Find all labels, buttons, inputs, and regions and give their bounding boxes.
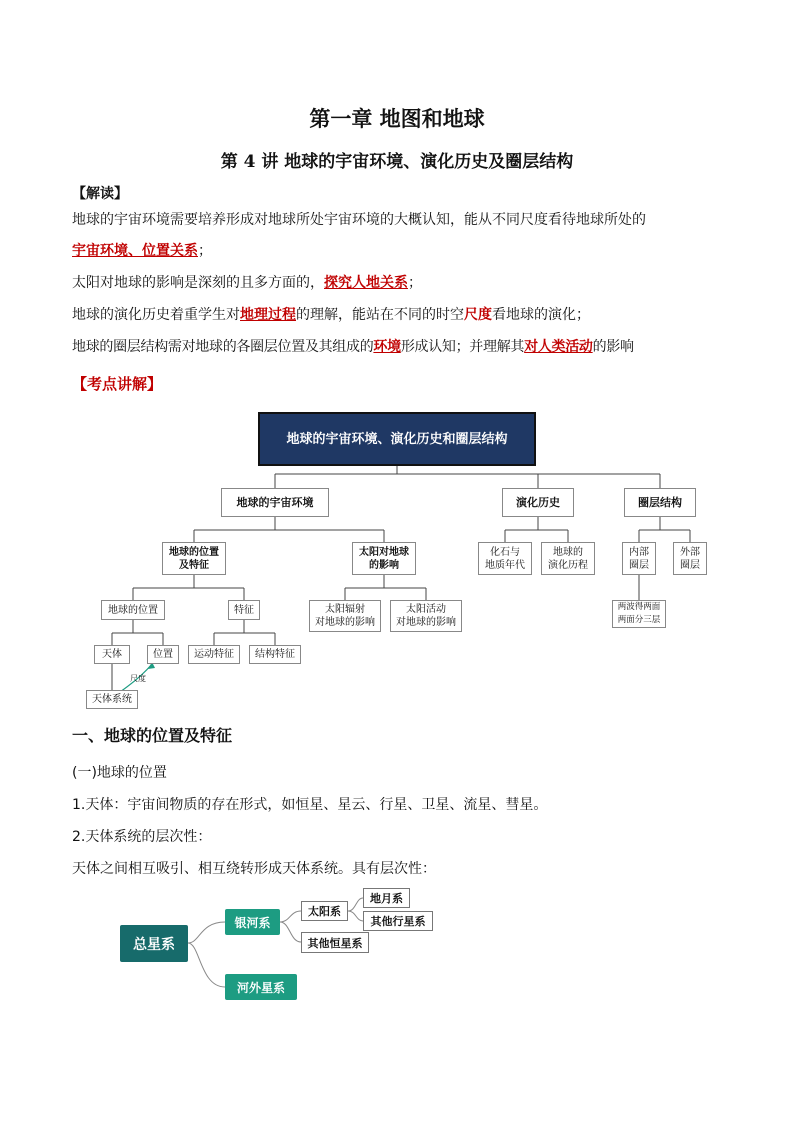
node-structure-features: 结构特征 (249, 645, 301, 664)
section-title: 一、地球的位置及特征 (72, 726, 233, 745)
node-celestial-system: 天体系统 (86, 690, 138, 709)
node-location: 位置 (147, 645, 179, 664)
node-other-planetary: 其他行星系 (363, 911, 433, 931)
node-solar-activity: 太阳活动 对地球的影响 (390, 600, 462, 632)
node-solar-system: 太阳系 (301, 901, 348, 921)
emphasis-text: 地理过程 (240, 307, 296, 323)
interp-line-1: 地球的宇宙环境需要培养形成对地球所处宇宙环境的大概认知，能从不同尺度看待地球所处的 (72, 212, 646, 228)
chapter-title: 第一章 地图和地球 (309, 106, 485, 131)
node-outer-layers: 外部 圈层 (673, 542, 707, 575)
interpretation-label: 【解读】 (72, 186, 128, 202)
node-evolution-history: 演化历史 (502, 488, 574, 517)
node-total-galaxy: 总星系 (120, 925, 188, 962)
node-other-star-systems: 其他恒星系 (301, 932, 369, 953)
emphasis-text: 尺度 (464, 307, 492, 323)
node-fossil: 化石与 地质年代 (478, 542, 532, 575)
node-sun-effect: 太阳对地球 的影响 (352, 542, 416, 575)
node-milky-way: 银河系 (225, 909, 280, 935)
node-solar-radiation: 太阳辐射 对地球的影响 (309, 600, 381, 632)
node-layer-structure: 圈层结构 (624, 488, 696, 517)
node-motion-features: 运动特征 (188, 645, 240, 664)
node-extragalactic: 河外星系 (225, 974, 297, 1000)
emphasis-text: 探究人地关系 (324, 275, 408, 291)
mindmap-root: 地球的宇宙环境、演化历史和圈层结构 (258, 412, 536, 466)
interp-line-5: 地球的圈层结构需对地球的各圈层位置及其组成的环境形成认知；并理解其对人类活动的影响 (72, 339, 634, 355)
emphasis-text: 环境 (373, 339, 401, 355)
emphasis-text: 对人类活动 (524, 339, 593, 355)
paragraph: 1.天体：宇宙间物质的存在形式，如恒星、星云、行星、卫星、流星、彗星。 (72, 797, 548, 813)
interp-line-3: 太阳对地球的影响是深刻的且多方面的，探究人地关系； (72, 275, 422, 291)
scale-label: 尺度 (130, 674, 146, 683)
node-celestial-body: 天体 (94, 645, 130, 664)
kaodian-label: 【考点讲解】 (72, 375, 163, 393)
node-inner-layers: 内部 圈层 (622, 542, 656, 575)
subsection-title: (一)地球的位置 (72, 765, 167, 781)
node-position-features: 地球的位置 及特征 (162, 542, 226, 575)
lesson-title: 第 4 讲 地球的宇宙环境、演化历史及圈层结构 (220, 152, 574, 172)
node-earth-position: 地球的位置 (101, 600, 165, 620)
interp-line-4: 地球的演化历史着重学生对地理过程的理解，能站在不同的时空尺度看地球的演化； (72, 307, 590, 323)
node-features: 特征 (228, 600, 260, 620)
emphasis-text: 宇宙环境、位置关系 (72, 243, 198, 259)
node-inner-note: 两波得两面 两面分三层 (612, 600, 666, 628)
paragraph: 天体之间相互吸引、相互绕转形成天体系统。具有层次性： (72, 861, 436, 877)
paragraph: 2.天体系统的层次性： (72, 829, 212, 845)
node-earth-cosmic-env: 地球的宇宙环境 (221, 488, 329, 517)
interp-line-2: 宇宙环境、位置关系； (72, 243, 212, 259)
node-earth-moon: 地月系 (363, 888, 410, 908)
node-evolution: 地球的 演化历程 (541, 542, 595, 575)
